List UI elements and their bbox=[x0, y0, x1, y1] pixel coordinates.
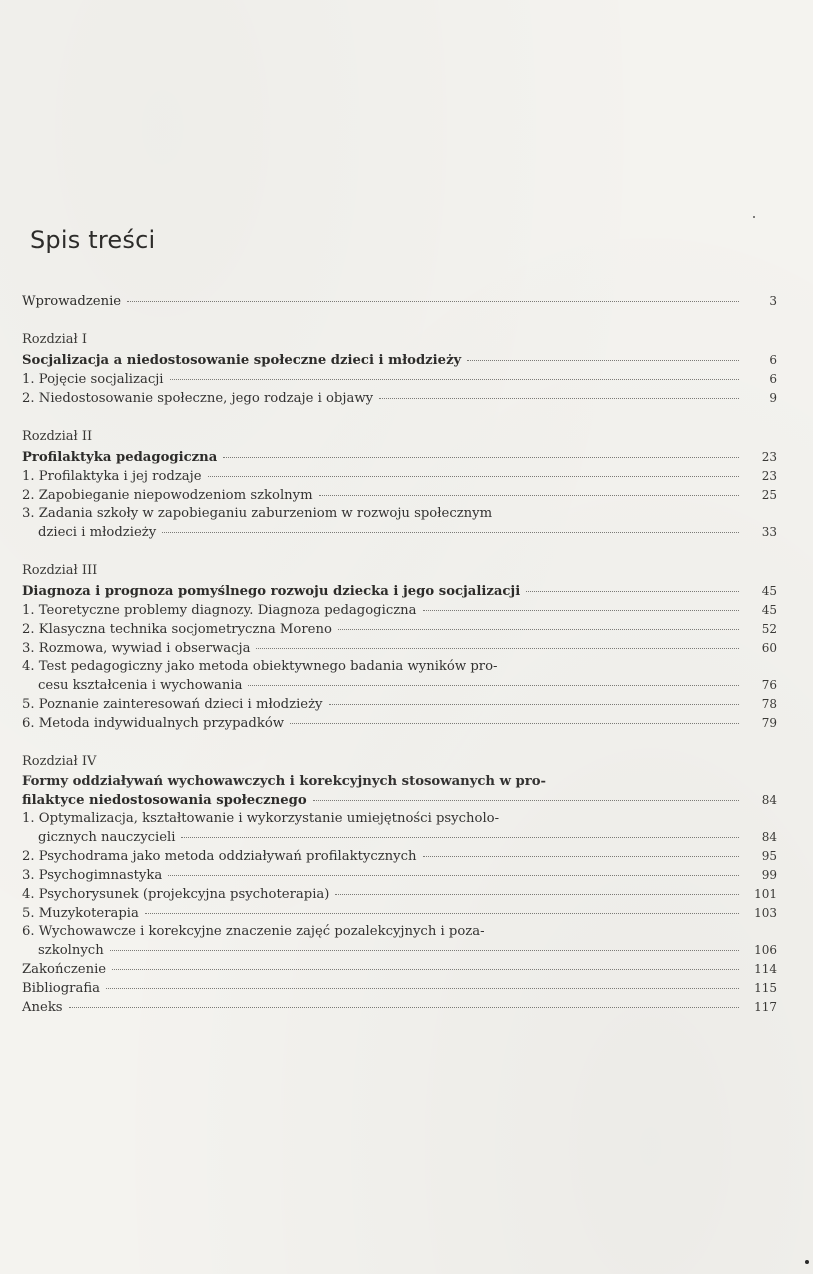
dot-leader bbox=[145, 913, 739, 914]
toc-item-continuation: dzieci i młodzieży bbox=[38, 525, 157, 540]
toc-item bbox=[22, 486, 777, 505]
toc-item-label: 6. Metoda indywidualnych przypadków bbox=[22, 716, 285, 731]
toc-item bbox=[22, 676, 777, 695]
dot-leader bbox=[162, 532, 739, 533]
dot-leader bbox=[208, 476, 739, 477]
toc-page-number: 25 bbox=[761, 488, 777, 502]
dot-leader bbox=[313, 800, 739, 801]
toc-item-label: 1. Teoretyczne problemy diagnozy. Diagnoza pedagogiczna bbox=[22, 603, 417, 618]
toc-item-label: Zakończenie bbox=[22, 962, 107, 977]
dot-leader bbox=[106, 988, 739, 989]
dot-leader bbox=[335, 894, 739, 895]
dot-leader bbox=[319, 495, 739, 496]
toc-item-label: 4. Psychorysunek (projekcyjna psychoterapia) bbox=[22, 887, 330, 902]
toc-item-label: 3. Rozmowa, wywiad i obserwacja bbox=[22, 641, 251, 656]
chapter-heading bbox=[22, 351, 777, 370]
toc-page-number: 6 bbox=[769, 372, 777, 386]
chapter-3 bbox=[22, 562, 777, 733]
chapter-heading bbox=[22, 582, 777, 601]
toc-item bbox=[22, 941, 777, 960]
dot-leader bbox=[127, 301, 739, 302]
page-speck bbox=[753, 216, 755, 218]
toc-item bbox=[22, 847, 777, 866]
dot-leader bbox=[110, 950, 739, 951]
toc-item-label: 5. Muzykoterapia bbox=[22, 906, 139, 921]
toc-page-number: 84 bbox=[761, 793, 777, 807]
toc-item bbox=[22, 866, 777, 885]
dot-leader bbox=[290, 723, 739, 724]
toc-item bbox=[22, 828, 777, 847]
toc-page-number: 60 bbox=[761, 641, 777, 655]
dot-leader bbox=[329, 704, 740, 705]
chapter-label: Rozdział II bbox=[22, 429, 93, 444]
toc-item bbox=[22, 601, 777, 620]
toc-item-label: 5. Poznanie zainteresowań dzieci i młodzieży bbox=[22, 697, 323, 712]
chapter-heading-label: Diagnoza i prognoza pomyślnego rozwoju dziecka i jego socjalizacji bbox=[22, 584, 521, 599]
toc-item-label: 1. Profilaktyka i jej rodzaje bbox=[22, 469, 202, 484]
dot-leader bbox=[379, 398, 739, 399]
dot-leader bbox=[467, 360, 739, 361]
toc-item-first-line: 1. Optymalizacja, kształtowanie i wykorzystanie umiejętności psycholo- bbox=[22, 811, 500, 826]
toc-page-number: 99 bbox=[761, 868, 777, 882]
chapter-heading bbox=[22, 791, 777, 810]
table-of-contents bbox=[22, 292, 777, 1017]
toc-entry-conclusion bbox=[22, 960, 777, 979]
page-title: Spis treści bbox=[30, 226, 156, 254]
chapter-heading-continuation: filaktyce niedostosowania społecznego bbox=[22, 793, 307, 808]
dot-leader bbox=[170, 379, 739, 380]
dot-leader bbox=[223, 457, 739, 458]
toc-item-first-line: 6. Wychowawcze i korekcyjne znaczenie zajęć pozalekcyjnych i poza- bbox=[22, 924, 485, 939]
dot-leader bbox=[112, 969, 739, 970]
toc-item-first-line: 4. Test pedagogiczny jako metoda obiektywnego badania wyników pro- bbox=[22, 659, 498, 674]
toc-item-label: 1. Pojęcie socjalizacji bbox=[22, 372, 164, 387]
chapter-2 bbox=[22, 428, 777, 542]
dot-leader bbox=[338, 629, 739, 630]
dot-leader bbox=[423, 856, 740, 857]
dot-leader bbox=[256, 648, 739, 649]
toc-page-number: 23 bbox=[761, 469, 777, 483]
toc-item-label: 2. Niedostosowanie społeczne, jego rodzaje i objawy bbox=[22, 391, 374, 406]
chapter-heading-label: Profilaktyka pedagogiczna bbox=[22, 450, 218, 465]
toc-page-number: 6 bbox=[769, 353, 777, 367]
toc-page-number: 45 bbox=[761, 584, 777, 598]
toc-item-label: 2. Klasyczna technika socjometryczna Moreno bbox=[22, 622, 332, 637]
dot-leader bbox=[181, 837, 739, 838]
toc-page-number: 79 bbox=[761, 716, 777, 730]
chapter-heading-first-line: Formy oddziaływań wychowawczych i korekcyjnych stosowanych w pro- bbox=[22, 774, 546, 789]
back-matter bbox=[22, 960, 777, 1017]
chapter-label: Rozdział I bbox=[22, 332, 88, 347]
chapter-4 bbox=[22, 753, 777, 960]
toc-item bbox=[22, 523, 777, 542]
toc-item bbox=[22, 904, 777, 923]
dot-leader bbox=[248, 685, 739, 686]
toc-item bbox=[22, 885, 777, 904]
toc-item bbox=[22, 389, 777, 408]
toc-item-first-line: 3. Zadania szkoły w zapobieganiu zaburzeniom w rozwoju społecznym bbox=[22, 506, 493, 521]
toc-item-label: 2. Psychodrama jako metoda oddziaływań profilaktycznych bbox=[22, 849, 417, 864]
toc-item bbox=[22, 467, 777, 486]
toc-page-number: 103 bbox=[754, 906, 777, 920]
toc-entry-label: Wprowadzenie bbox=[22, 294, 122, 309]
toc-item bbox=[22, 714, 777, 733]
toc-item-continuation: cesu kształcenia i wychowania bbox=[38, 678, 243, 693]
toc-page-number: 52 bbox=[761, 622, 777, 636]
toc-item bbox=[22, 370, 777, 389]
dot-leader bbox=[423, 610, 739, 611]
toc-page-number: 45 bbox=[761, 603, 777, 617]
toc-item-label: Bibliografia bbox=[22, 981, 100, 996]
toc-entry-appendix bbox=[22, 998, 777, 1017]
toc-page-number: 33 bbox=[761, 525, 777, 539]
toc-item bbox=[22, 695, 777, 714]
toc-page-number: 3 bbox=[769, 294, 777, 308]
toc-page-number: 95 bbox=[761, 849, 777, 863]
chapter-heading-label: Socjalizacja a niedostosowanie społeczne dzieci i młodzieży bbox=[22, 353, 462, 368]
chapter-label: Rozdział IV bbox=[22, 754, 97, 769]
toc-item-label: Aneks bbox=[22, 1000, 63, 1015]
dot-leader bbox=[69, 1007, 739, 1008]
toc-item-continuation: gicznych nauczycieli bbox=[38, 830, 176, 845]
toc-page-number: 106 bbox=[754, 943, 777, 957]
chapter-1 bbox=[22, 331, 777, 408]
toc-page-number: 84 bbox=[761, 830, 777, 844]
chapter-heading bbox=[22, 448, 777, 467]
toc-item-continuation: szkolnych bbox=[38, 943, 104, 958]
toc-page-number: 101 bbox=[754, 887, 777, 901]
toc-page-number: 9 bbox=[769, 391, 777, 405]
toc-item-label: 2. Zapobieganie niepowodzeniom szkolnym bbox=[22, 488, 313, 503]
toc-page-number: 117 bbox=[754, 1000, 777, 1014]
page-corner-speck bbox=[805, 1260, 809, 1264]
toc-entry-introduction bbox=[22, 292, 777, 311]
toc-page-number: 23 bbox=[761, 450, 777, 464]
toc-item bbox=[22, 639, 777, 658]
toc-page-number: 115 bbox=[754, 981, 777, 995]
toc-page-number: 114 bbox=[754, 962, 777, 976]
toc-entry-bibliography bbox=[22, 979, 777, 998]
dot-leader bbox=[526, 591, 739, 592]
dot-leader bbox=[168, 875, 739, 876]
toc-item-label: 3. Psychogimnastyka bbox=[22, 868, 163, 883]
chapter-label: Rozdział III bbox=[22, 563, 98, 578]
toc-page-number: 76 bbox=[761, 678, 777, 692]
toc-item bbox=[22, 620, 777, 639]
toc-page-number: 78 bbox=[761, 697, 777, 711]
